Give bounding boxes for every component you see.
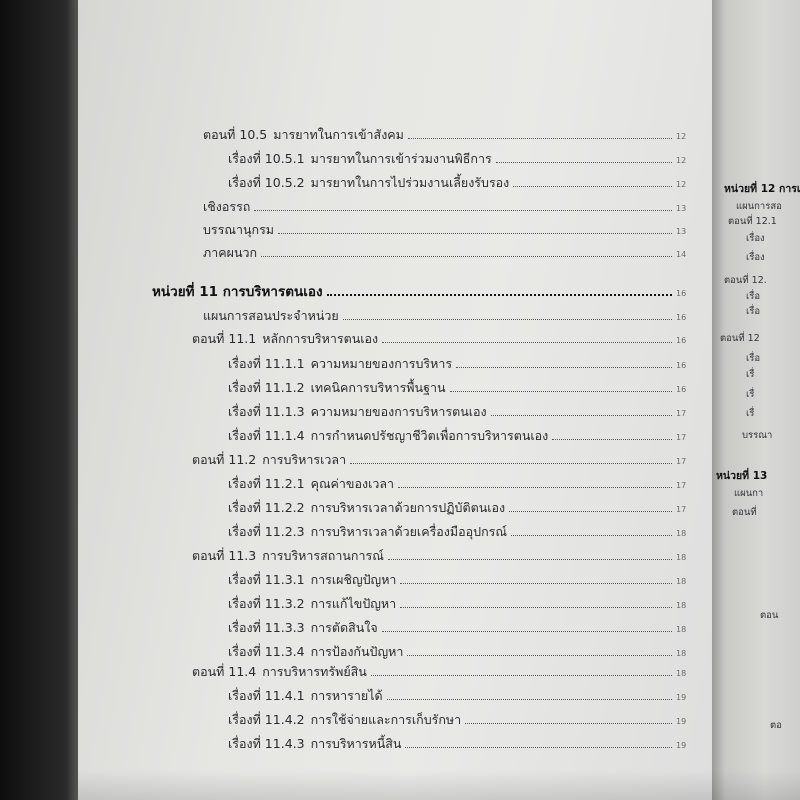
toc-topic-row [228, 426, 690, 446]
entry-title: การกำหนดปรัชญาชีวิตเพื่อการบริหารตนเอง [310, 428, 549, 443]
page-number: 12 [676, 180, 687, 189]
entry-number: เรื่องที่ 11.1.4 [228, 428, 305, 443]
right-page [712, 0, 800, 800]
toc-backmatter-row [203, 220, 690, 240]
entry-title: มารยาทในการเข้าร่วมงานพิธีการ [310, 151, 492, 166]
toc-section-row [192, 329, 690, 349]
right-toc-fragment: เรื่อง [746, 252, 765, 263]
entry-title: หน่วยที่ 11 การบริหารตนเอง [152, 284, 323, 300]
toc-section-row [192, 546, 690, 566]
right-toc-fragment: ตอน [760, 610, 779, 621]
entry-number: เรื่องที่ 11.3.1 [228, 572, 305, 587]
entry-number: เรื่องที่ 10.5.2 [228, 175, 305, 190]
page-number: 18 [676, 553, 687, 562]
dot-leader [552, 439, 672, 440]
dot-leader [261, 256, 672, 257]
left-page [78, 0, 720, 800]
entry-number: เรื่องที่ 11.4.2 [228, 712, 305, 727]
page-number: 18 [676, 601, 687, 610]
entry-title: การแก้ไขปัญหา [310, 596, 397, 611]
page-number: 13 [676, 204, 687, 213]
page-number: 14 [676, 250, 687, 259]
toc-section-row [192, 662, 690, 682]
toc-plan-row [203, 306, 690, 326]
entry-number: เรื่องที่ 11.1.3 [228, 404, 305, 419]
page-number: 19 [676, 693, 687, 702]
dot-leader [405, 747, 672, 748]
page-number: 16 [676, 361, 687, 370]
toc-topic-row [228, 686, 690, 706]
dot-leader [400, 607, 672, 608]
entry-number: เรื่องที่ 11.2.1 [228, 476, 305, 491]
dot-leader [511, 535, 672, 536]
entry-title: เทคนิคการบริหารพื้นฐาน [310, 380, 446, 395]
dot-leader [387, 699, 672, 700]
dark-background [0, 0, 78, 800]
entry-title: การบริหารหนี้สิน [310, 736, 402, 751]
right-toc-fragment: เรื่อ [746, 306, 761, 317]
entry-number: เรื่องที่ 11.4.3 [228, 736, 305, 751]
right-toc-fragment: ตอนที่ [732, 507, 757, 518]
entry-number: เรื่องที่ 11.3.2 [228, 596, 305, 611]
entry-number: เรื่องที่ 10.5.1 [228, 151, 305, 166]
dot-leader [465, 723, 672, 724]
toc-topic-row [228, 522, 690, 542]
entry-title: ความหมายของการบริหารตนเอง [310, 404, 487, 419]
entry-number: เรื่องที่ 11.2.3 [228, 524, 305, 539]
right-toc-fragment: เรื่อ [746, 353, 761, 364]
page-number: 17 [676, 457, 687, 466]
toc-topic-row [228, 173, 690, 193]
dot-leader [388, 559, 672, 560]
toc-topic-row [228, 618, 690, 638]
toc-section-row [192, 450, 690, 470]
page-shadow [78, 770, 800, 800]
toc-backmatter-row [203, 197, 690, 217]
entry-number: ตอนที่ 10.5 [203, 127, 268, 142]
entry-number: เรื่องที่ 11.2.2 [228, 500, 305, 515]
dot-leader [254, 210, 672, 211]
dot-leader [400, 583, 672, 584]
right-toc-fragment: เรื่อง [746, 233, 765, 244]
dot-leader [382, 631, 672, 632]
page-number: 17 [676, 409, 687, 418]
page-number: 12 [676, 132, 687, 141]
toc-topic-row [228, 642, 690, 662]
toc-topic-row [228, 734, 690, 754]
toc-topic-row [228, 474, 690, 494]
right-toc-fragment: ตอนที่ 12 [720, 333, 760, 344]
toc-topic-row [228, 710, 690, 730]
toc-backmatter-row [203, 243, 690, 263]
dot-leader [491, 415, 672, 416]
right-toc-fragment: ตอ [770, 720, 782, 731]
page-number: 12 [676, 156, 687, 165]
page-number: 19 [676, 741, 687, 750]
page-number: 16 [676, 313, 687, 322]
entry-number: เรื่องที่ 11.3.4 [228, 644, 305, 659]
dot-leader [456, 367, 672, 368]
dot-leader [496, 162, 672, 163]
dot-leader [450, 391, 672, 392]
toc-section-row [203, 125, 690, 145]
entry-number: ตอนที่ 11.4 [192, 664, 257, 679]
page-number: 18 [676, 577, 687, 586]
unit-heading [152, 280, 690, 302]
dot-leader [371, 675, 672, 676]
toc-topic-row [228, 402, 690, 422]
page-number: 16 [676, 336, 687, 345]
entry-title: คุณค่าของเวลา [310, 476, 395, 491]
entry-title: การบริหารเวลาด้วยการปฏิบัติตนเอง [310, 500, 506, 515]
dot-leader [408, 138, 672, 139]
entry-number: เรื่องที่ 11.1.2 [228, 380, 305, 395]
page-number: 16 [676, 385, 687, 394]
page-number: 18 [676, 529, 687, 538]
right-toc-fragment: แผนกา [734, 488, 764, 499]
right-toc-fragment: เรื่ [746, 408, 755, 419]
entry-title: ภาคผนวก [203, 245, 258, 260]
entry-title: มารยาทในการเข้าสังคม [273, 127, 404, 142]
toc-topic-row [228, 498, 690, 518]
dot-leader [398, 487, 672, 488]
entry-title: การบริหารเวลา [262, 452, 347, 467]
toc-topic-row [228, 378, 690, 398]
toc-topic-row [228, 570, 690, 590]
right-toc-fragment: เรื่ [746, 389, 755, 400]
entry-title: การบริหารเวลาด้วยเครื่องมืออุปกรณ์ [310, 524, 507, 539]
toc-topic-row [228, 149, 690, 169]
dot-leader [343, 319, 672, 320]
entry-number: เรื่องที่ 11.4.1 [228, 688, 305, 703]
page-number: 16 [676, 289, 687, 298]
dot-leader [513, 186, 672, 187]
entry-number: เรื่องที่ 11.3.3 [228, 620, 305, 635]
entry-title: แผนการสอนประจำหน่วย [203, 308, 339, 323]
page-number: 18 [676, 649, 687, 658]
entry-title: การบริหารทรัพย์สิน [262, 664, 367, 679]
right-toc-fragment: บรรณา [742, 430, 773, 441]
dot-leader [407, 655, 672, 656]
right-unit-heading: หน่วยที่ 12 การเ [724, 183, 800, 195]
toc-topic-row [228, 354, 690, 374]
toc-topic-row [228, 594, 690, 614]
page-number: 17 [676, 433, 687, 442]
page-number: 17 [676, 481, 687, 490]
entry-title: การใช้จ่ายและการเก็บรักษา [310, 712, 462, 727]
entry-number: เรื่องที่ 11.1.1 [228, 356, 305, 371]
right-toc-fragment: ตอนที่ 12.1 [728, 216, 777, 227]
right-toc-fragment: เรื่ [746, 369, 755, 380]
right-toc-fragment: แผนการสอ [736, 201, 782, 212]
entry-title: เชิงอรรถ [203, 199, 251, 214]
entry-number: ตอนที่ 11.2 [192, 452, 257, 467]
entry-title: ความหมายของการบริหาร [310, 356, 453, 371]
entry-title: การป้องกันปัญหา [310, 644, 404, 659]
entry-title: การตัดสินใจ [310, 620, 378, 635]
page-number: 17 [676, 505, 687, 514]
entry-title: การบริหารสถานการณ์ [262, 548, 384, 563]
entry-title: การหารายได้ [310, 688, 383, 703]
dot-leader [509, 511, 672, 512]
entry-title: มารยาทในการไปร่วมงานเลี้ยงรับรอง [310, 175, 510, 190]
dot-leader [350, 463, 672, 464]
entry-title: การเผชิญปัญหา [310, 572, 397, 587]
entry-title: หลักการบริหารตนเอง [262, 331, 379, 346]
page-number: 18 [676, 625, 687, 634]
right-toc-fragment: ตอนที่ 12. [724, 275, 767, 286]
entry-title: บรรณานุกรม [203, 222, 275, 237]
page-number: 18 [676, 669, 687, 678]
dot-leader [278, 233, 672, 234]
dot-leader [382, 342, 672, 343]
entry-number: ตอนที่ 11.3 [192, 548, 257, 563]
dot-leader [327, 294, 672, 296]
page-number: 19 [676, 717, 687, 726]
entry-number: ตอนที่ 11.1 [192, 331, 257, 346]
right-unit-heading: หน่วยที่ 13 [716, 470, 768, 482]
right-toc-fragment: เรื่อ [746, 291, 761, 302]
page-number: 13 [676, 227, 687, 236]
